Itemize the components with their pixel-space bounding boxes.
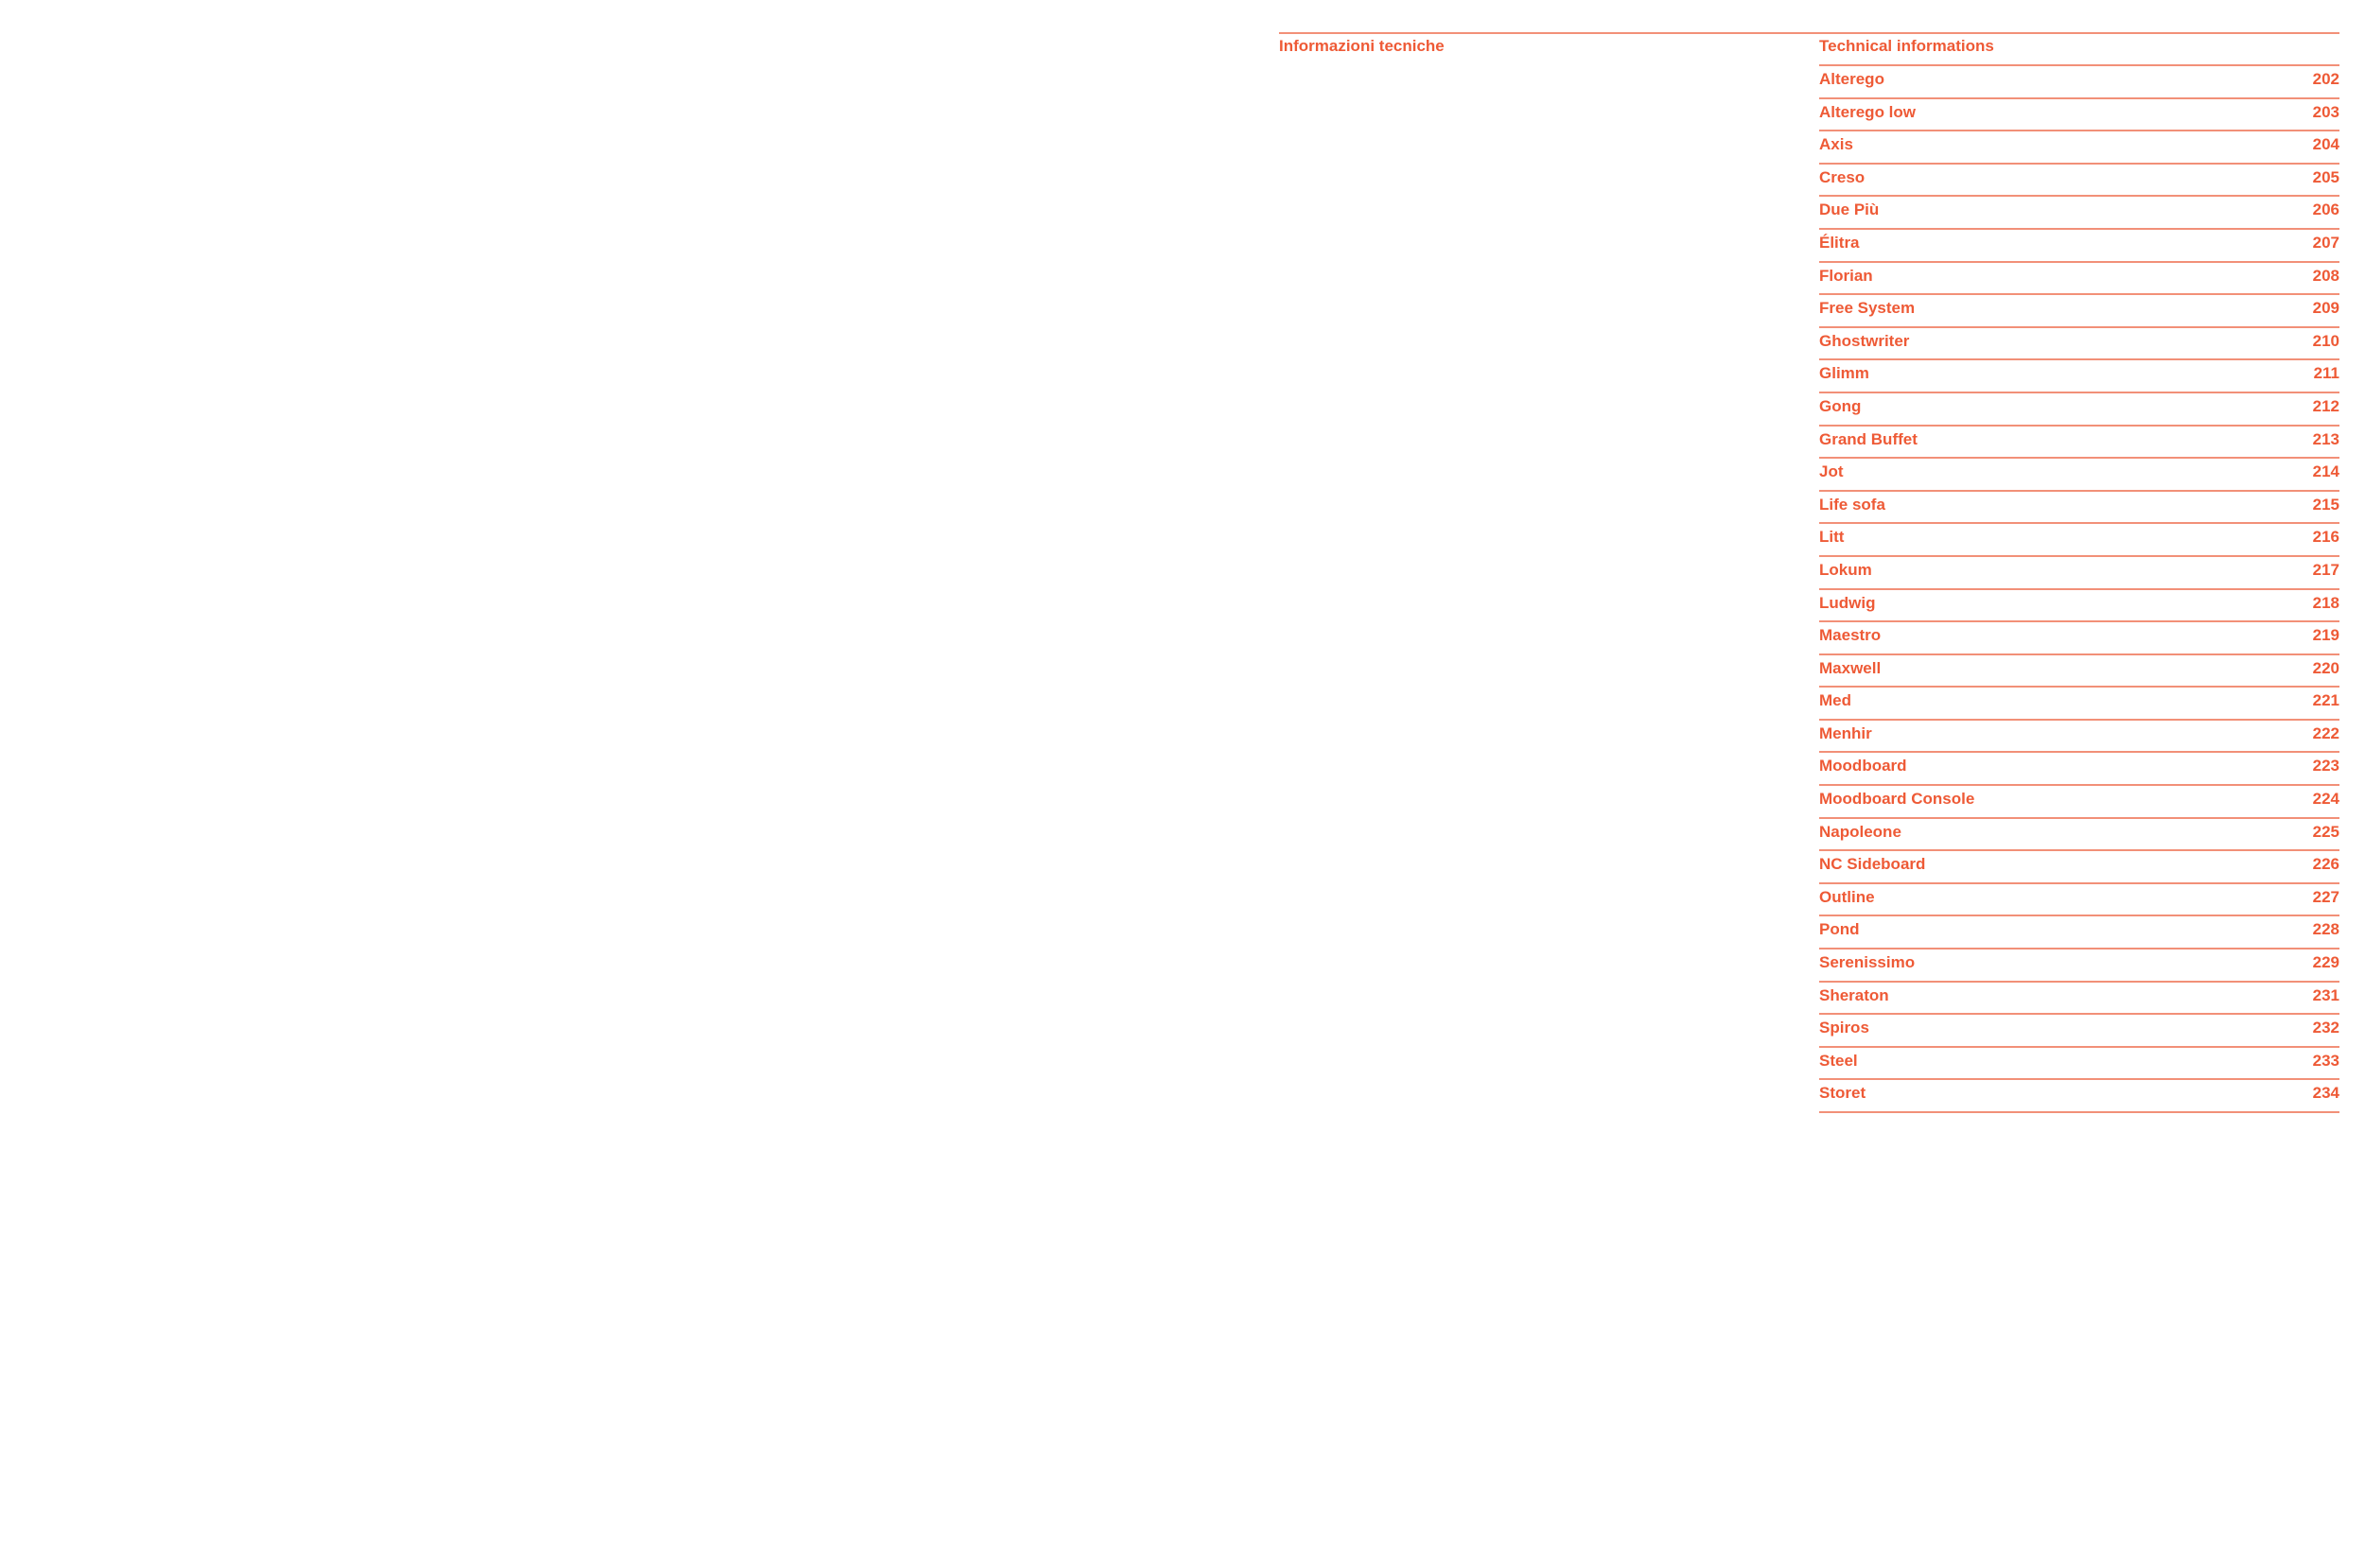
- product-name: Alterego: [1819, 70, 1884, 88]
- product-name: Élitra: [1819, 233, 1860, 252]
- index-row[interactable]: [1819, 228, 2339, 261]
- page-number: 212: [2312, 396, 2339, 415]
- page-number: 234: [2312, 1084, 2339, 1103]
- product-name: Ludwig: [1819, 593, 1876, 612]
- index-row[interactable]: [1819, 653, 2339, 687]
- page-number: 227: [2312, 887, 2339, 906]
- index-row[interactable]: [1819, 751, 2339, 784]
- page-number: 205: [2312, 167, 2339, 186]
- section-title-english: Technical informations: [1819, 37, 1994, 55]
- page-number: 202: [2312, 70, 2339, 88]
- product-name: Outline: [1819, 887, 1875, 906]
- index-row[interactable]: [1819, 1013, 2339, 1046]
- page-number: 206: [2312, 200, 2339, 219]
- product-name: Free System: [1819, 299, 1916, 318]
- page-number: 224: [2312, 790, 2339, 809]
- product-name: Gong: [1819, 396, 1862, 415]
- index-row[interactable]: [1819, 490, 2339, 523]
- index-row[interactable]: [1819, 981, 2339, 1014]
- product-name: Ghostwriter: [1819, 331, 1910, 350]
- product-name: Alterego low: [1819, 102, 1917, 121]
- index-row[interactable]: [1819, 817, 2339, 850]
- page-number: 216: [2312, 528, 2339, 547]
- page-number: 221: [2312, 691, 2339, 710]
- product-name: Jot: [1819, 462, 1844, 481]
- page-number: 223: [2312, 757, 2339, 775]
- page-number: 210: [2312, 331, 2339, 350]
- index-row[interactable]: [1819, 882, 2339, 915]
- index-row[interactable]: [1819, 1078, 2339, 1111]
- product-name: Moodboard: [1819, 757, 1907, 775]
- product-name: Due Più: [1819, 200, 1880, 219]
- page-number: 204: [2312, 135, 2339, 154]
- product-name: Moodboard Console: [1819, 790, 1975, 809]
- product-name: Med: [1819, 691, 1851, 710]
- page-number: 213: [2312, 429, 2339, 448]
- index-row[interactable]: [1819, 686, 2339, 719]
- product-name: Napoleone: [1819, 822, 1901, 841]
- page-number: 232: [2312, 1019, 2339, 1037]
- product-name: Spiros: [1819, 1019, 1869, 1037]
- index-row[interactable]: [1819, 392, 2339, 425]
- index-row[interactable]: [1819, 1046, 2339, 1079]
- index-row[interactable]: [1819, 719, 2339, 752]
- page-number: 217: [2312, 560, 2339, 579]
- index-row[interactable]: [1819, 948, 2339, 981]
- page-number: 231: [2312, 985, 2339, 1004]
- product-name: Grand Buffet: [1819, 429, 1918, 448]
- product-name: Creso: [1819, 167, 1866, 186]
- index-row[interactable]: [1819, 784, 2339, 817]
- page-number: 214: [2312, 462, 2339, 481]
- product-name: Lokum: [1819, 560, 1872, 579]
- index-row[interactable]: [1819, 555, 2339, 588]
- index-row[interactable]: [1819, 163, 2339, 196]
- index-row[interactable]: [1819, 358, 2339, 392]
- top-divider: [1279, 32, 2339, 34]
- index-row[interactable]: [1819, 64, 2339, 97]
- index-row[interactable]: [1819, 326, 2339, 359]
- product-name: Maestro: [1819, 626, 1882, 645]
- page-number: 222: [2312, 723, 2339, 742]
- page-number: 209: [2312, 299, 2339, 318]
- product-name: Pond: [1819, 920, 1860, 939]
- page-number: 215: [2312, 495, 2339, 514]
- page-number: 211: [2313, 364, 2339, 383]
- product-name: Litt: [1819, 528, 1845, 547]
- index-row[interactable]: [1819, 849, 2339, 882]
- index-row[interactable]: [1819, 522, 2339, 555]
- section-title-italian: Informazioni tecniche: [1279, 37, 1445, 55]
- page-number: 225: [2312, 822, 2339, 841]
- product-name: Serenissimo: [1819, 953, 1916, 972]
- index-row[interactable]: [1819, 195, 2339, 228]
- page-number: 203: [2312, 102, 2339, 121]
- index-row[interactable]: [1819, 457, 2339, 490]
- index-row[interactable]: [1819, 261, 2339, 294]
- product-name: Maxwell: [1819, 658, 1882, 677]
- technical-index-list: [1819, 64, 2339, 1111]
- index-row[interactable]: [1819, 293, 2339, 326]
- index-row[interactable]: [1819, 620, 2339, 653]
- index-row[interactable]: [1819, 425, 2339, 458]
- product-name: Glimm: [1819, 364, 1869, 383]
- index-row[interactable]: [1819, 130, 2339, 163]
- page-number: 226: [2312, 855, 2339, 874]
- product-name: Steel: [1819, 1051, 1858, 1070]
- product-name: Menhir: [1819, 723, 1872, 742]
- product-name: NC Sideboard: [1819, 855, 1926, 874]
- page-number: 220: [2312, 658, 2339, 677]
- page-number: 218: [2312, 593, 2339, 612]
- product-name: Axis: [1819, 135, 1853, 154]
- product-name: Storet: [1819, 1084, 1866, 1103]
- product-name: Florian: [1819, 266, 1873, 285]
- page-number: 208: [2312, 266, 2339, 285]
- product-name: Sheraton: [1819, 985, 1889, 1004]
- page-number: 207: [2312, 233, 2339, 252]
- index-row[interactable]: [1819, 97, 2339, 131]
- page-number: 228: [2312, 920, 2339, 939]
- index-row[interactable]: [1819, 915, 2339, 948]
- page-number: 219: [2312, 626, 2339, 645]
- bottom-divider: [1819, 1111, 2339, 1113]
- page-number: 229: [2312, 953, 2339, 972]
- page-number: 233: [2312, 1051, 2339, 1070]
- product-name: Life sofa: [1819, 495, 1885, 514]
- index-row[interactable]: [1819, 588, 2339, 621]
